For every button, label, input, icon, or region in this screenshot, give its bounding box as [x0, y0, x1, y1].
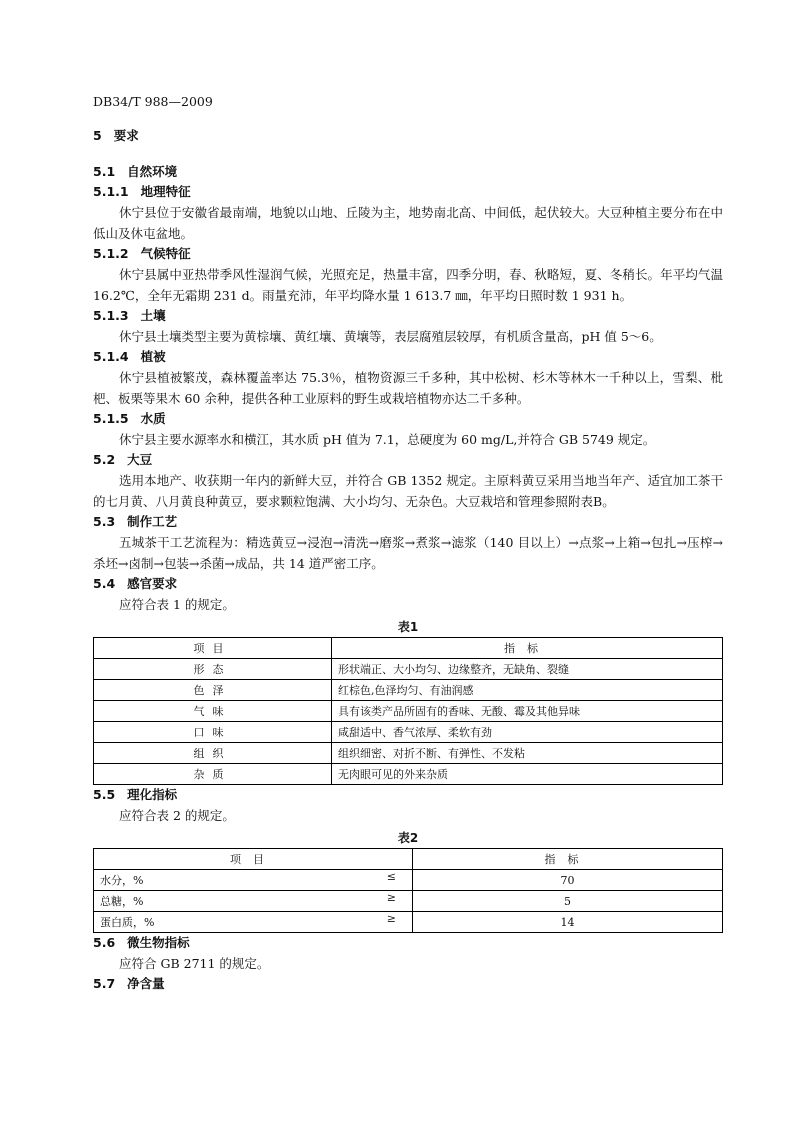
section-5-1-5-text: 休宁县主要水源率水和横江，其水质 pH 值为 7.1，总硬度为 60 mg/L,并符合 GB 5749 规定。 [119, 432, 656, 447]
row-value: 14 [413, 912, 723, 933]
comparison-symbol: ≤ [386, 870, 396, 883]
row-indicator: 具有该类产品所固有的香味、无酸、霉及其他异味 [332, 701, 723, 722]
section-5-6-text: 应符合 GB 2711 的规定。 [119, 956, 270, 971]
section-number: 5.3 [93, 514, 116, 529]
row-item: 形态 [94, 659, 332, 680]
section-5-1-1-text: 休宁县位于安徽省最南端，地貌以山地、丘陵为主，地势南北高、中间低，起伏较大。大豆种植主要分布在中低山及休屯盆地。 [93, 205, 723, 241]
section-5-1-3-text: 休宁县土壤类型主要为黄棕壤、黄红壤、黄壤等，表层腐殖层较厚，有机质含量高，pH 值 5～6。 [119, 329, 662, 344]
table-row [94, 912, 723, 933]
table-row [94, 764, 723, 785]
section-number: 5.1.1 [93, 184, 129, 199]
section-number: 5.5 [93, 787, 116, 802]
row-indicator: 无肉眼可见的外来杂质 [332, 764, 723, 785]
section-title: 微生物指标 [127, 935, 190, 950]
row-indicator: 形状端正、大小均匀、边缘整齐，无缺角、裂缝 [332, 659, 723, 680]
row-value: 5 [413, 891, 723, 912]
section-title: 净含量 [127, 976, 165, 991]
section-5-7-heading [93, 974, 723, 994]
section-5-1-2-text: 休宁县属中亚热带季风性湿润气候，光照充足，热量丰富，四季分明，春、秋略短，夏、冬稍长。年平均气温 16.2℃，全年无霜期 231 d。雨量充沛，年平均降水量 1 613.7 ㎜，年平均日照时数 1 931 h。 [93, 267, 723, 303]
section-5-1-2-heading [93, 244, 723, 264]
section-5-5-heading [93, 785, 723, 805]
section-title: 土壤 [140, 308, 166, 323]
column-header-item: 项目 [94, 849, 413, 870]
section-number: 5.1 [93, 164, 116, 179]
table-row [94, 680, 723, 701]
section-title: 植被 [140, 349, 166, 364]
section-5-1-4-text: 休宁县植被繁茂，森林覆盖率达 75.3％，植物资源三千多种，其中松树、杉木等林木一千种以上，雪梨、枇杷、板栗等果木 60 余种，提供各种工业原料的野生或栽培植物亦达二千多种。 [93, 370, 723, 406]
section-number: 5.1.4 [93, 349, 129, 364]
row-item: 色泽 [94, 680, 332, 701]
row-item: 总糖，% [100, 895, 144, 908]
row-item: 口味 [94, 722, 332, 743]
section-5-5-text: 应符合表 2 的规定。 [119, 808, 235, 823]
table-row [94, 891, 723, 912]
table-row [94, 870, 723, 891]
column-header-indicator: 指标 [332, 638, 723, 659]
section-5-1-heading [93, 162, 723, 182]
section-title: 自然环境 [127, 164, 178, 179]
table-1-caption: 表1 [397, 620, 419, 634]
column-header-indicator: 指标 [413, 849, 723, 870]
comparison-symbol: ≥ [386, 891, 396, 904]
section-number: 5.1.5 [93, 411, 129, 426]
section-5-3-heading [93, 512, 723, 532]
row-item: 蛋白质，% [100, 916, 155, 929]
section-5-heading [93, 126, 723, 146]
table-2-caption: 表2 [397, 831, 419, 845]
row-item-cell [94, 891, 413, 912]
section-5-4-text: 应符合表 1 的规定。 [119, 597, 235, 612]
row-item: 气味 [94, 701, 332, 722]
table-header-row [94, 638, 723, 659]
table-row [94, 722, 723, 743]
section-number: 5 [93, 128, 102, 143]
row-item: 组织 [94, 743, 332, 764]
section-5-2-heading [93, 450, 723, 470]
table-row [94, 701, 723, 722]
section-5-1-1-heading [93, 182, 723, 202]
row-item: 杂质 [94, 764, 332, 785]
sensory-requirements-table [93, 637, 723, 785]
section-number: 5.2 [93, 452, 116, 467]
row-item-cell [94, 912, 413, 933]
section-5-4-heading [93, 574, 723, 594]
table-row [94, 743, 723, 764]
section-title: 地理特征 [140, 184, 191, 199]
section-5-2-text: 选用本地产、收获期一年内的新鲜大豆，并符合 GB 1352 规定。主原料黄豆采用当地当年产、适宜加工茶干的七月黄、八月黄良种黄豆，要求颗粒饱满、大小均匀、无杂色。大豆栽培和管理参照附表B。 [93, 473, 723, 509]
comparison-symbol: ≥ [386, 912, 396, 925]
section-5-1-3-heading [93, 306, 723, 326]
section-title: 理化指标 [127, 787, 178, 802]
section-title: 气候特征 [140, 246, 191, 261]
column-header-item: 项目 [94, 638, 332, 659]
table-row [94, 659, 723, 680]
row-item: 水分，% [100, 874, 144, 887]
document-page [93, 92, 723, 994]
section-title: 大豆 [127, 452, 153, 467]
row-item-cell [94, 870, 413, 891]
section-5-1-4-heading [93, 347, 723, 367]
section-title: 水质 [140, 411, 166, 426]
section-number: 5.7 [93, 976, 116, 991]
section-number: 5.1.2 [93, 246, 129, 261]
section-title: 制作工艺 [127, 514, 178, 529]
section-number: 5.1.3 [93, 308, 129, 323]
section-5-6-heading [93, 933, 723, 953]
row-indicator: 红棕色,色泽均匀、有油润感 [332, 680, 723, 701]
row-value: 70 [413, 870, 723, 891]
standard-code: DB34/T 988—2009 [93, 94, 213, 109]
table-header-row [94, 849, 723, 870]
physicochemical-table [93, 848, 723, 933]
section-5-1-5-heading [93, 409, 723, 429]
section-title: 要求 [113, 128, 139, 143]
section-5-3-text: 五城茶干工艺流程为：精选黄豆→浸泡→清洗→磨浆→煮浆→滤浆（140 目以上）→点浆→上箱→包扎→压榨→杀坯→卤制→包装→杀菌→成品，共 14 道严密工序。 [93, 535, 723, 571]
row-indicator: 组织细密、对折不断、有弹性、不发粘 [332, 743, 723, 764]
row-indicator: 咸甜适中、香气浓厚、柔软有劲 [332, 722, 723, 743]
section-title: 感官要求 [127, 576, 178, 591]
section-number: 5.6 [93, 935, 116, 950]
section-number: 5.4 [93, 576, 116, 591]
